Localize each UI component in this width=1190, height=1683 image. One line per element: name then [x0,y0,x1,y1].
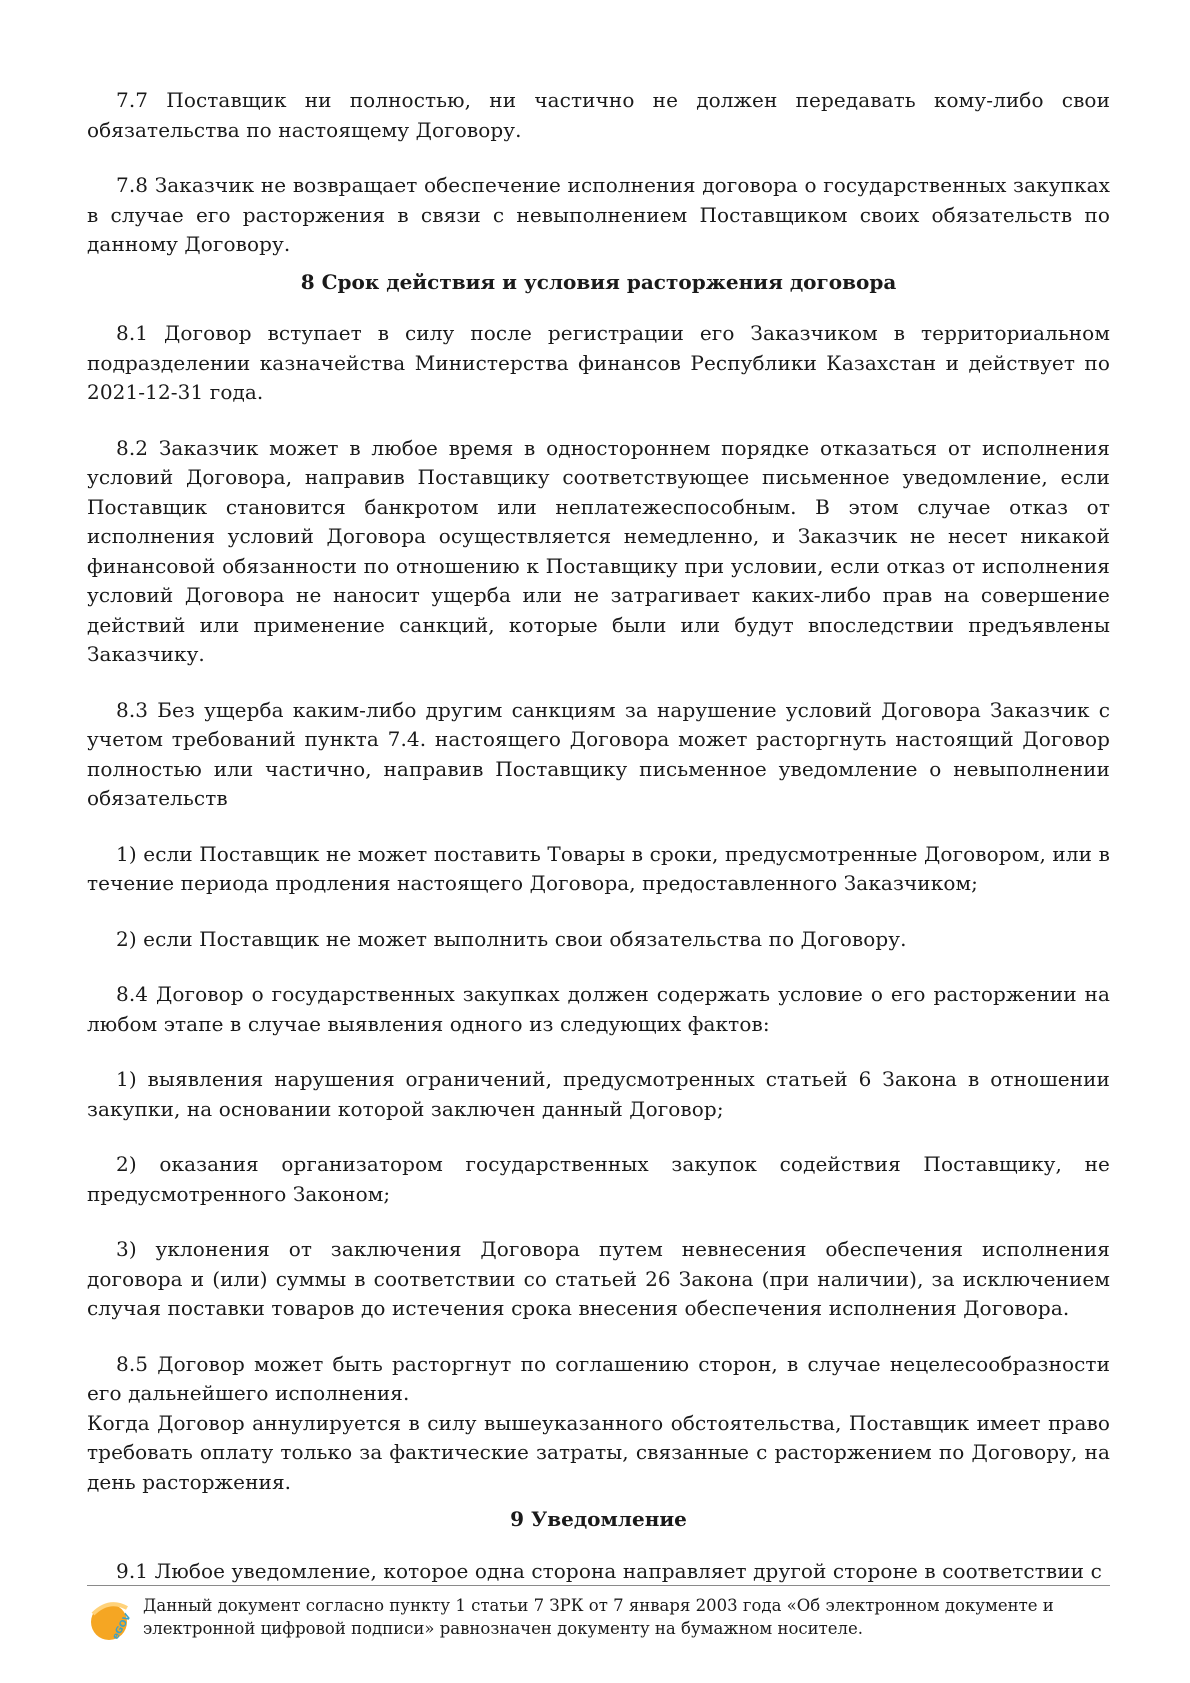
paragraph-8-4-item-1: 1) выявления нарушения ограничений, предусмотренных статьей 6 Закона в отношении закупки, на основании которой заключен данный Договор; [87,1067,1110,1121]
paragraph-8-3-item-2: 2) если Поставщик не может выполнить свои обязательства по Договору. [116,926,907,951]
paragraph-8-4: 8.4 Договор о государственных закупках должен содержать условие о его расторжении на любом этапе в случае выявления одного из следующих фактов: [87,982,1110,1036]
paragraph-8-5-continuation: Когда Договор аннулируется в силу вышеуказанного обстоятельства, Поставщик имеет право требовать оплату только за фактические затраты, связанные с расторжением по Договору, на день расторжения. [87,1410,1110,1494]
paragraph-9-1: 9.1 Любое уведомление, которое одна сторона направляет другой стороне в соответствии с [116,1558,1102,1583]
paragraph-8-2: 8.2 Заказчик может в любое время в одностороннем порядке отказаться от исполнения условий Договора, направив Поставщику соответствующее письменное уведомление, если Поставщик становится банкротом или неплатежеспособным. В этом случае отказ от исполнения условий Договора осуществляется немедленно, и Заказчик не несет никакой финансовой обязанности по отношению к Поставщику при условии, если отказ от исполнения условий Договора не наносит ущерба или не затрагивает каких-либо прав на совершение действий или применение санкций, которые были или будут впоследствии предъявлены Заказчику. [87,435,1110,666]
paragraph-8-4-item-3: 3) уклонения от заключения Договора путем невнесения обеспечения исполнения договора и (или) суммы в соответствии со статьей 26 Закона (при наличии), за исключением случая поставки товаров до истечения срока внесения обеспечения исполнения Договора. [87,1237,1110,1320]
section-heading-9: 9 Уведомление [510,1507,687,1531]
paragraph-8-3-item-1: 1) если Поставщик не может поставить Товары в сроки, предусмотренные Договором, или в течение периода продления настоящего Договора, предоставленного Заказчиком; [87,841,1110,895]
document-page [87,86,1110,1612]
paragraph-7-8: 7.8 Заказчик не возвращает обеспечение исполнения договора о государственных закупках в случае его расторжения в связи с невыполнением Поставщиком своих обязательств по данному Договору. [87,173,1110,256]
footer-legal-notice: Данный документ согласно пункту 1 статьи 7 ЗРК от 7 января 2003 года «Об электронном документе и электронной цифровой подписи» равнозначен документу на бумажном носителе. [143,1596,1054,1638]
footer-divider [87,1585,1110,1586]
egov-logo-graphic [87,1594,137,1644]
egov-sun-logo-icon [87,1594,137,1644]
logo-text: eGOV [110,1612,134,1642]
paragraph-8-1: 8.1 Договор вступает в силу после регистрации его Заказчиком в территориальном подразделении казначейства Министерства финансов Республики Казахстан и действует по 2021-12-31 года. [87,321,1110,404]
paragraph-8-3: 8.3 Без ущерба каким-либо другим санкциям за нарушение условий Договора Заказчик с учетом требований пункта 7.4. настоящего Договора может расторгнуть настоящий Договор полностью или частично, направив Поставщику письменное уведомление о невыполнении обязательств [87,697,1110,810]
paragraph-8-4-item-2: 2) оказания организатором государственных закупок содействия Поставщику, не предусмотренного Законом; [87,1152,1110,1206]
footer [87,1592,1110,1652]
section-heading-8: 8 Срок действия и условия расторжения договора [300,269,897,294]
paragraph-7-7: 7.7 Поставщик ни полностью, ни частично не должен передавать кому-либо свои обязательства по настоящему Договору. [87,88,1110,142]
paragraph-8-5: 8.5 Договор может быть расторгнут по соглашению сторон, в случае нецелесообразности его дальнейшего исполнения. [87,1351,1110,1405]
